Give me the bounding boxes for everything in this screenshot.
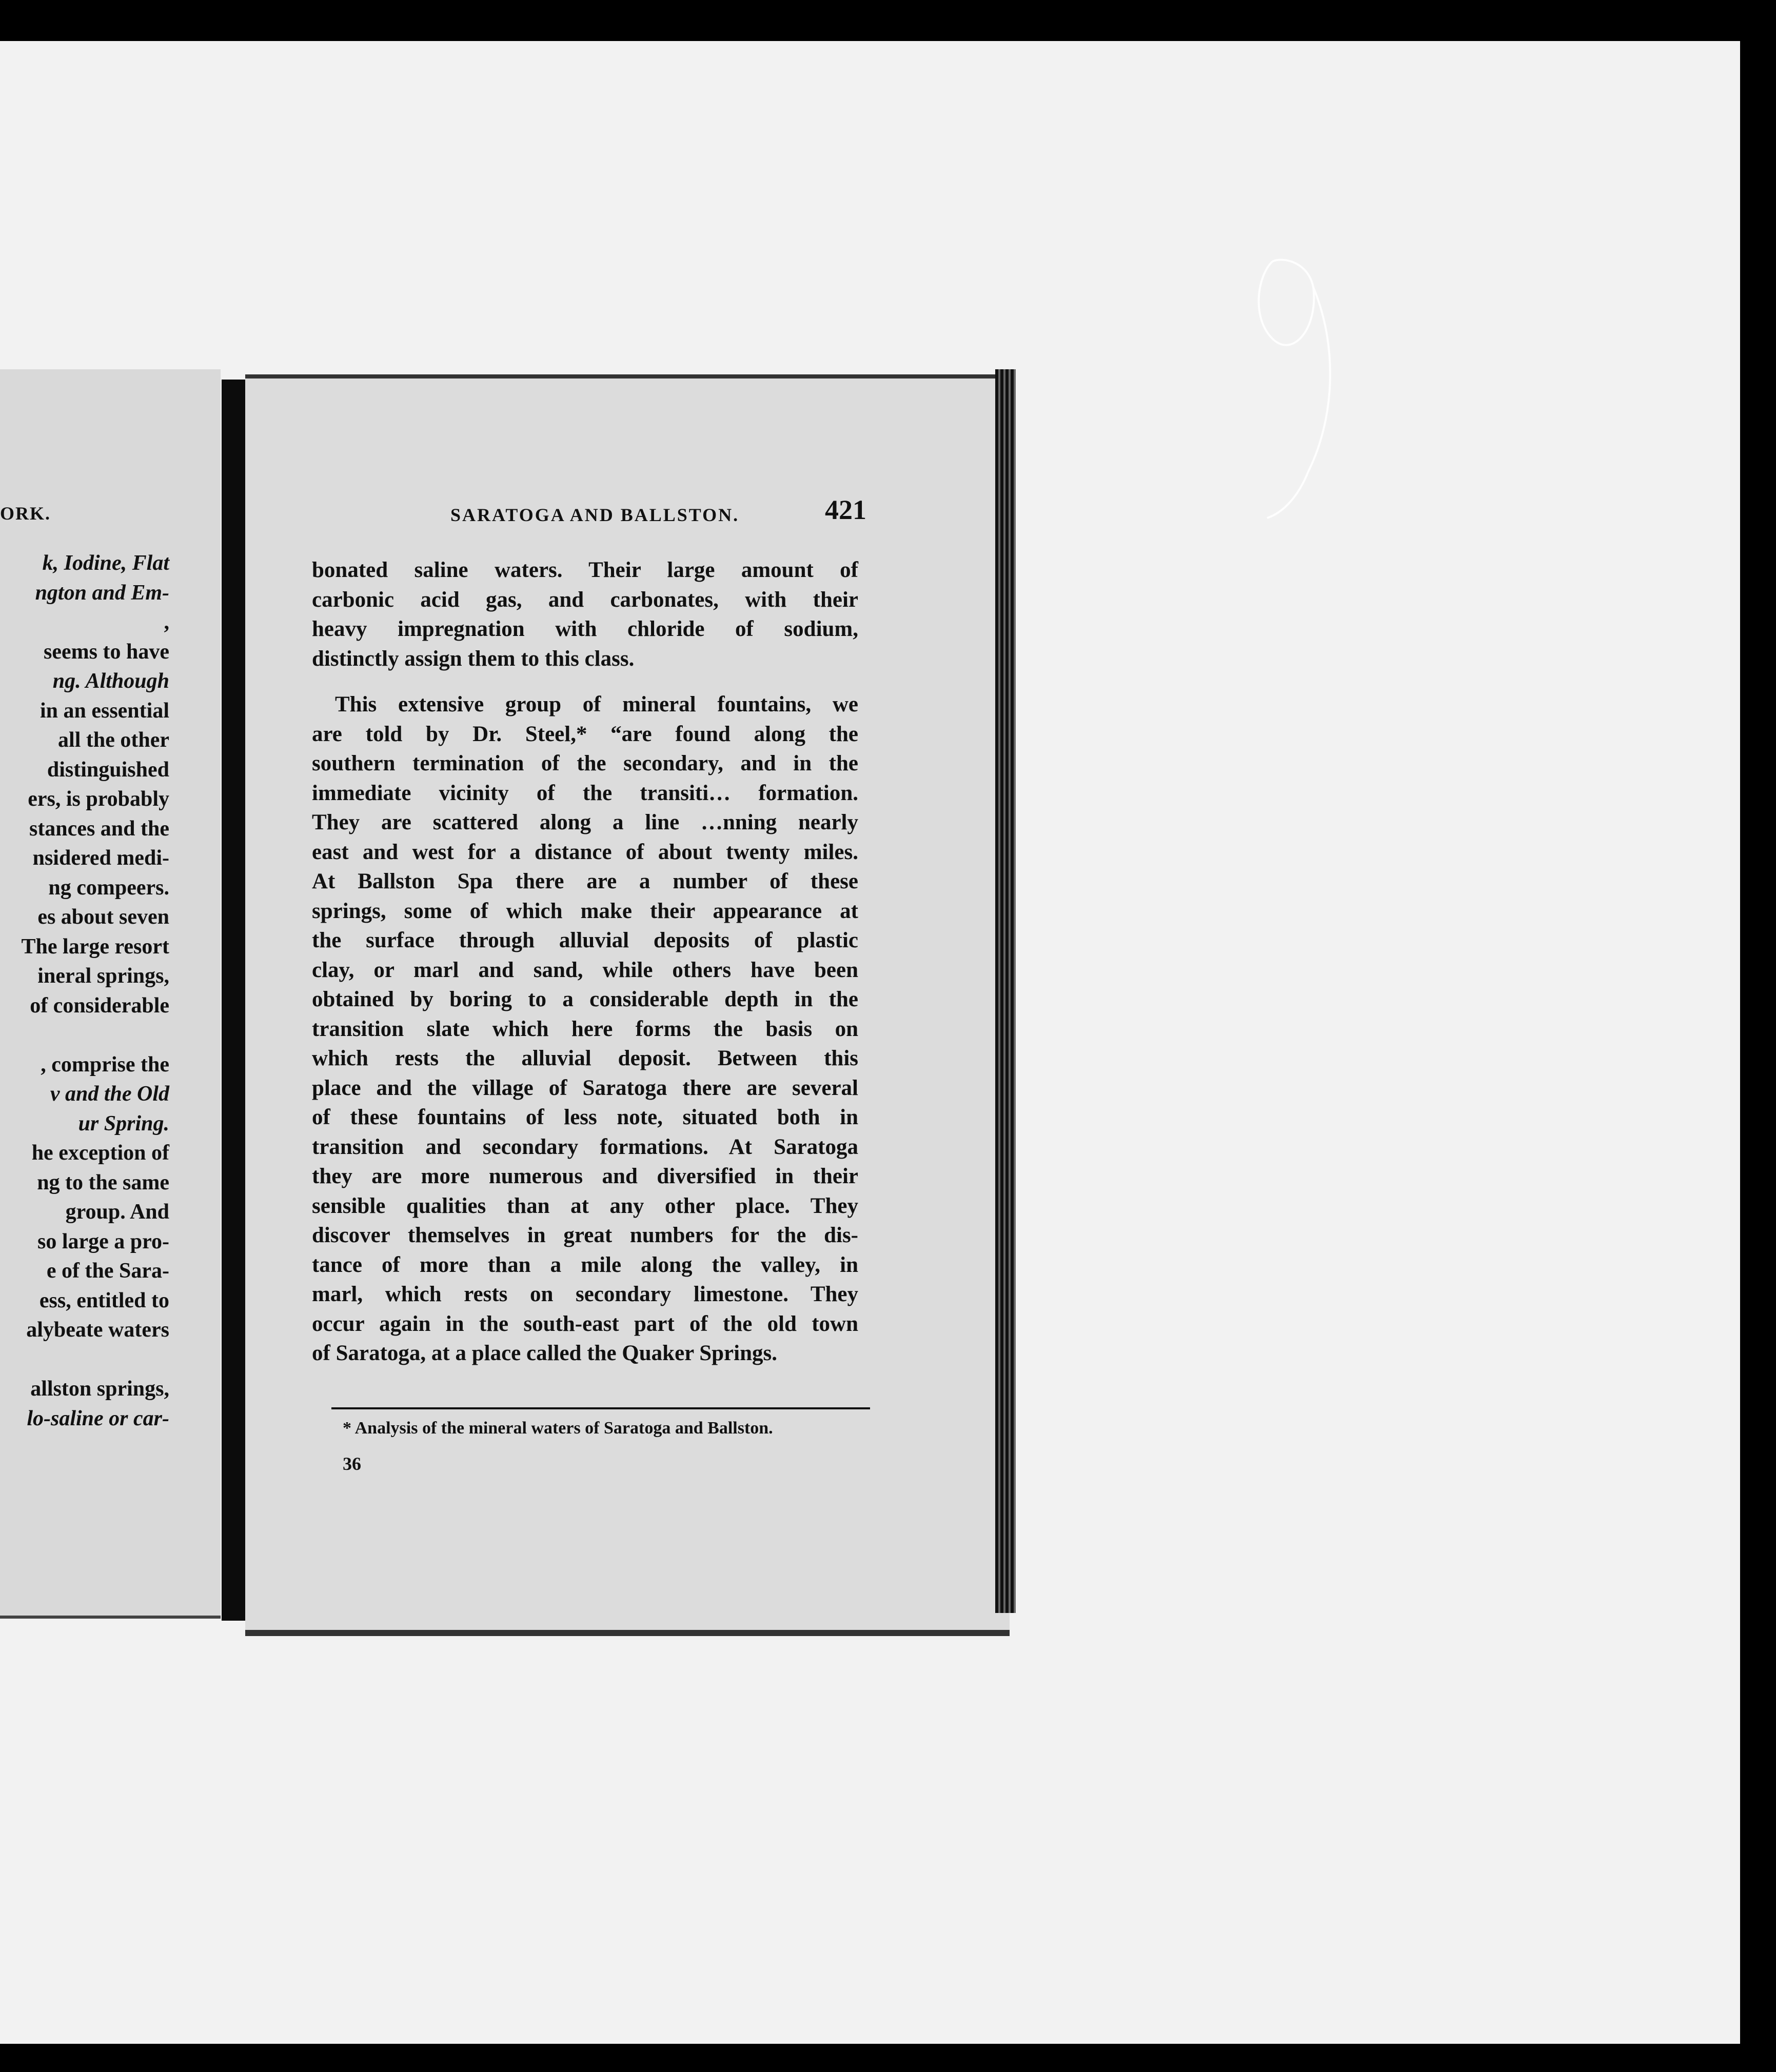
text-line: are told by Dr. Steel,* “are found along the bbox=[312, 722, 858, 746]
text-line: clay, or marl and sand, while others have been bbox=[312, 958, 858, 982]
text-line: At Ballston Spa there are a number of these bbox=[312, 869, 858, 893]
text-line: the surface through alluvial deposits of plastic bbox=[312, 928, 858, 952]
stray-mark bbox=[1252, 256, 1354, 523]
left-page-line: k, Iodine, Flat bbox=[42, 551, 169, 575]
text-line: They are scattered along a line …nning nearly bbox=[312, 810, 858, 834]
text-line: they are more numerous and diversified in their bbox=[312, 1164, 858, 1188]
left-page-line: he exception of bbox=[31, 1141, 169, 1165]
text-line: discover themselves in great numbers for the dis- bbox=[312, 1223, 858, 1247]
left-page-line: so large a pro- bbox=[37, 1229, 169, 1253]
page-number: 421 bbox=[825, 494, 866, 525]
left-page-line: group. And bbox=[65, 1200, 169, 1224]
page-edge bbox=[995, 369, 1016, 1613]
left-page-line: of considerable bbox=[30, 993, 169, 1018]
text-line: occur again in the south-east part of the old town bbox=[312, 1311, 858, 1336]
left-page-line: in an essential bbox=[40, 699, 169, 723]
left-page-line: The large resort bbox=[21, 934, 169, 959]
left-page-line: v and the Old bbox=[50, 1082, 169, 1106]
left-page-line: ng. Although bbox=[52, 669, 169, 693]
left-page-line: ess, entitled to bbox=[39, 1288, 169, 1312]
left-page-line: alybeate waters bbox=[26, 1318, 169, 1342]
left-page-line bbox=[0, 1021, 169, 1050]
book-gutter bbox=[222, 380, 245, 1621]
left-page-line: ngton and Em- bbox=[35, 581, 169, 605]
text-line: distinctly assign them to this class. bbox=[312, 646, 635, 671]
footnote-rule bbox=[331, 1407, 870, 1409]
left-page-line: all the other bbox=[58, 728, 169, 752]
left-page-line: ineral springs, bbox=[37, 964, 169, 988]
left-page-line: e of the Sara- bbox=[46, 1259, 169, 1283]
left-page-line: allston springs, bbox=[30, 1377, 169, 1401]
left-page-text bbox=[0, 508, 169, 1433]
text-line: heavy impregnation with chloride of sodium, bbox=[312, 617, 858, 641]
text-line: carbonic acid gas, and carbonates, with their bbox=[312, 587, 858, 612]
text-line: This extensive group of mineral fountains, we bbox=[335, 692, 858, 716]
left-page-line: distinguished bbox=[47, 758, 169, 782]
left-running-head: ORK. bbox=[0, 503, 51, 524]
signature-mark: 36 bbox=[343, 1453, 361, 1474]
left-page-line: ng to the same bbox=[37, 1170, 169, 1194]
left-page-line: nsidered medi- bbox=[32, 846, 169, 870]
left-page-line: ng compeers. bbox=[48, 875, 169, 900]
text-line: sensible qualities than at any other place. They bbox=[312, 1193, 858, 1218]
text-line: transition and secondary formations. At Saratoga bbox=[312, 1134, 858, 1159]
text-line: which rests the alluvial deposit. Between this bbox=[312, 1046, 858, 1070]
left-page-line: ers, is probably bbox=[28, 787, 169, 811]
text-line: of these fountains of less note, situated both in bbox=[312, 1105, 858, 1129]
left-page bbox=[0, 369, 221, 1619]
left-page-line: , bbox=[164, 610, 169, 634]
text-line: east and west for a distance of about twenty miles. bbox=[312, 840, 858, 864]
running-head: SARATOGA AND BALLSTON. bbox=[450, 505, 740, 525]
text-line: bonated saline waters. Their large amount of bbox=[312, 558, 858, 582]
left-page-line bbox=[0, 1345, 169, 1375]
left-page-line: , comprise the bbox=[41, 1052, 169, 1077]
text-line: transition slate which here forms the basis on bbox=[312, 1017, 858, 1041]
text-line: immediate vicinity of the transiti… formation. bbox=[312, 781, 858, 805]
body-text bbox=[312, 555, 858, 1368]
scan-sheet bbox=[0, 41, 1740, 2044]
right-page bbox=[245, 374, 1010, 1636]
text-line: place and the village of Saratoga there are several bbox=[312, 1075, 858, 1100]
left-page-line: ur Spring. bbox=[78, 1111, 169, 1135]
text-line: marl, which rests on secondary limestone. They bbox=[312, 1282, 858, 1306]
text-line: tance of more than a mile along the valley, in bbox=[312, 1252, 858, 1277]
left-page-line: stances and the bbox=[29, 816, 169, 841]
paragraph-1 bbox=[312, 555, 858, 673]
text-line: obtained by boring to a considerable depth in the bbox=[312, 987, 858, 1011]
left-page-line: lo-saline or car- bbox=[27, 1406, 169, 1430]
footnote: * Analysis of the mineral waters of Saratoga and Ballston. bbox=[343, 1419, 773, 1438]
left-page-line: seems to have bbox=[44, 640, 169, 664]
text-line: southern termination of the secondary, and in the bbox=[312, 751, 858, 775]
text-line: springs, some of which make their appearance at bbox=[312, 899, 858, 923]
paragraph-2 bbox=[312, 690, 858, 1368]
text-line: of Saratoga, at a place called the Quaker Springs. bbox=[312, 1341, 777, 1365]
left-page-line: es about seven bbox=[37, 905, 169, 929]
